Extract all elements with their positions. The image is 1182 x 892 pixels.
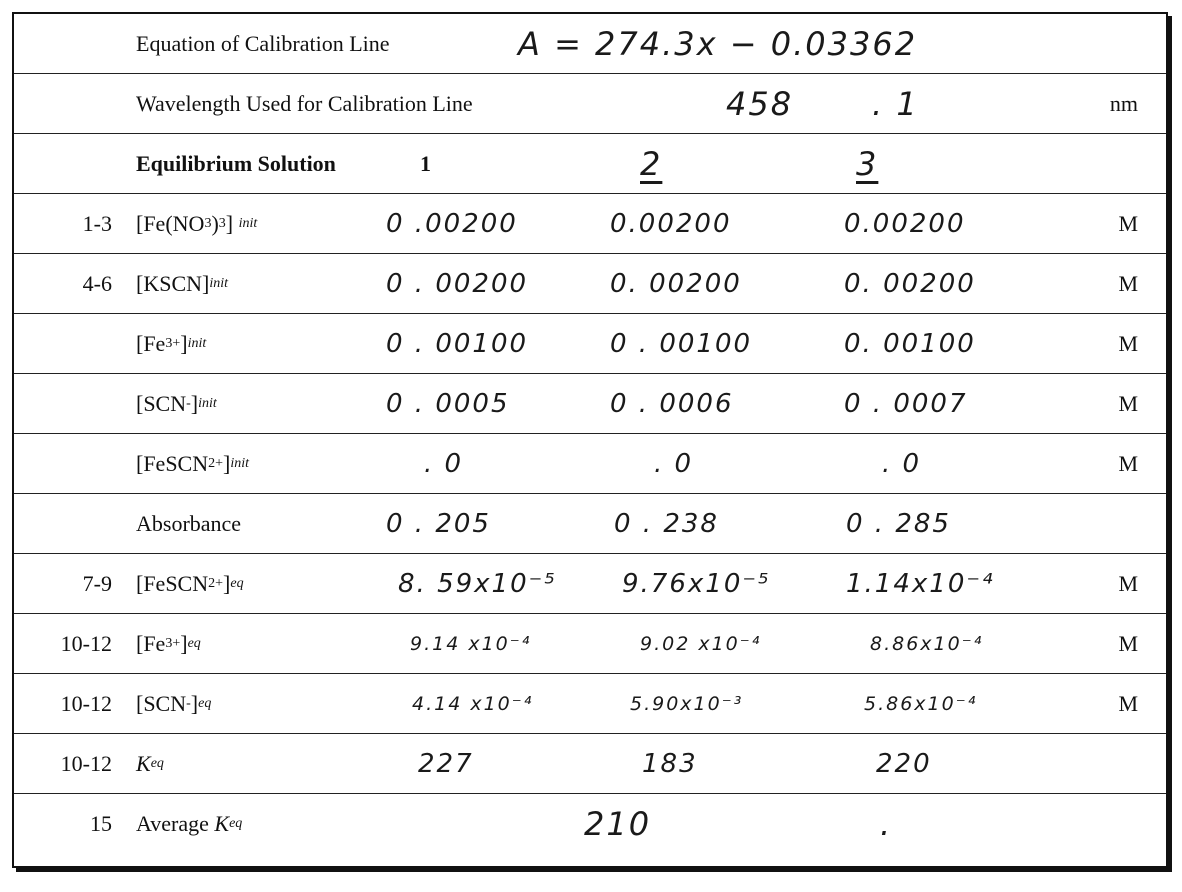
step-number: 7-9 bbox=[82, 571, 112, 596]
step-number: 10-12 bbox=[60, 631, 112, 656]
fe3-init-value-2: 0 . 00100 bbox=[610, 329, 753, 359]
fe3-init-row bbox=[14, 314, 1166, 374]
wavelength-unit: nm bbox=[1109, 91, 1138, 116]
unit-molar: M bbox=[1118, 331, 1138, 356]
equation-label: Equation of Calibration Line bbox=[136, 31, 390, 56]
fe-nitrate-init-row bbox=[14, 194, 1166, 254]
keq-row bbox=[14, 734, 1166, 794]
scn-eq-value-1: 4.14 x10⁻⁴ bbox=[412, 693, 534, 715]
fescn-eq-value-2: 9.76x10⁻⁵ bbox=[622, 569, 771, 599]
step-number: 4-6 bbox=[82, 271, 112, 296]
equation-value: A = 274.3x − 0.03362 bbox=[518, 25, 918, 63]
unit-molar: M bbox=[1118, 571, 1138, 596]
absorbance-label: Absorbance bbox=[136, 511, 242, 536]
fe3-eq-row bbox=[14, 614, 1166, 674]
solution-3-header: 3 bbox=[856, 145, 879, 183]
fescn-eq-value-1: 8. 59x10⁻⁵ bbox=[398, 569, 557, 599]
equilibrium-header-row bbox=[14, 134, 1166, 194]
kscn-init-row bbox=[14, 254, 1166, 314]
data-table bbox=[12, 12, 1168, 868]
fe3-eq-value-2: 9.02 x10⁻⁴ bbox=[640, 633, 762, 655]
step-number: 10-12 bbox=[60, 751, 112, 776]
fe3-eq-value-3: 8.86x10⁻⁴ bbox=[870, 633, 984, 655]
average-keq-decimal: . bbox=[880, 805, 893, 843]
scn-init-row bbox=[14, 374, 1166, 434]
scn-eq-value-2: 5.90x10⁻³ bbox=[630, 693, 744, 715]
fescn-init-value-2: . 0 bbox=[654, 449, 694, 479]
average-keq-value: 210 bbox=[584, 805, 652, 843]
kscn-value-3: 0. 00200 bbox=[844, 269, 976, 299]
unit-molar: M bbox=[1118, 271, 1138, 296]
kscn-value-2: 0. 00200 bbox=[610, 269, 742, 299]
average-keq-row bbox=[14, 794, 1166, 854]
step-number: 10-12 bbox=[60, 691, 112, 716]
fe3-init-value-3: 0. 00100 bbox=[844, 329, 976, 359]
equilibrium-solution-label: Equilibrium Solution bbox=[136, 151, 336, 176]
wavelength-label: Wavelength Used for Calibration Line bbox=[136, 91, 473, 116]
keq-value-2: 183 bbox=[642, 749, 698, 779]
scn-init-value-1: 0 . 0005 bbox=[386, 389, 510, 419]
fe-nitrate-value-2: 0.00200 bbox=[610, 209, 732, 239]
fe-nitrate-value-3: 0.00200 bbox=[844, 209, 966, 239]
unit-molar: M bbox=[1118, 391, 1138, 416]
unit-molar: M bbox=[1118, 211, 1138, 236]
absorbance-row bbox=[14, 494, 1166, 554]
step-number: 1-3 bbox=[82, 211, 112, 236]
wavelength-decimal: . 1 bbox=[872, 85, 919, 123]
fe3-init-label: [Fe 3+ ] init bbox=[136, 331, 207, 356]
fescn-init-label: [FeSCN 2+ ] init bbox=[136, 451, 250, 476]
fe3-eq-label: [Fe 3+ ] eq bbox=[136, 631, 201, 656]
step-number: 15 bbox=[90, 811, 112, 836]
unit-molar: M bbox=[1118, 451, 1138, 476]
fe-nitrate-init-label: [Fe(NO 3 ) 3 ] init bbox=[136, 211, 258, 236]
kscn-init-label: [KSCN] init bbox=[136, 271, 229, 296]
scn-eq-row bbox=[14, 674, 1166, 734]
absorbance-value-1: 0 . 205 bbox=[386, 509, 491, 539]
fescn-eq-value-3: 1.14x10⁻⁴ bbox=[846, 569, 995, 599]
unit-molar: M bbox=[1118, 691, 1138, 716]
fescn-init-value-3: . 0 bbox=[882, 449, 922, 479]
fe-nitrate-value-1: 0 .00200 bbox=[386, 209, 518, 239]
fescn-eq-row bbox=[14, 554, 1166, 614]
solution-1-header: 1 bbox=[420, 151, 431, 176]
absorbance-value-2: 0 . 238 bbox=[614, 509, 719, 539]
fescn-eq-label: [FeSCN 2+ ] eq bbox=[136, 571, 244, 596]
scn-init-value-2: 0 . 0006 bbox=[610, 389, 734, 419]
scn-init-label: [SCN - ] init bbox=[136, 391, 217, 416]
fescn-init-value-1: . 0 bbox=[424, 449, 464, 479]
fescn-init-row bbox=[14, 434, 1166, 494]
scn-eq-value-3: 5.86x10⁻⁴ bbox=[864, 693, 978, 715]
scn-init-value-3: 0 . 0007 bbox=[844, 389, 968, 419]
scn-eq-label: [SCN - ] eq bbox=[136, 691, 212, 716]
equation-row bbox=[14, 14, 1166, 74]
fe3-eq-value-1: 9.14 x10⁻⁴ bbox=[410, 633, 532, 655]
unit-molar: M bbox=[1118, 631, 1138, 656]
absorbance-value-3: 0 . 285 bbox=[846, 509, 951, 539]
average-keq-label: Average K eq bbox=[136, 811, 243, 836]
wavelength-row bbox=[14, 74, 1166, 134]
solution-2-header: 2 bbox=[640, 145, 663, 183]
keq-label: K eq bbox=[136, 751, 164, 776]
keq-value-1: 227 bbox=[418, 749, 474, 779]
wavelength-whole: 458 bbox=[726, 85, 794, 123]
keq-value-3: 220 bbox=[876, 749, 932, 779]
fe3-init-value-1: 0 . 00100 bbox=[386, 329, 529, 359]
kscn-value-1: 0 . 00200 bbox=[386, 269, 529, 299]
